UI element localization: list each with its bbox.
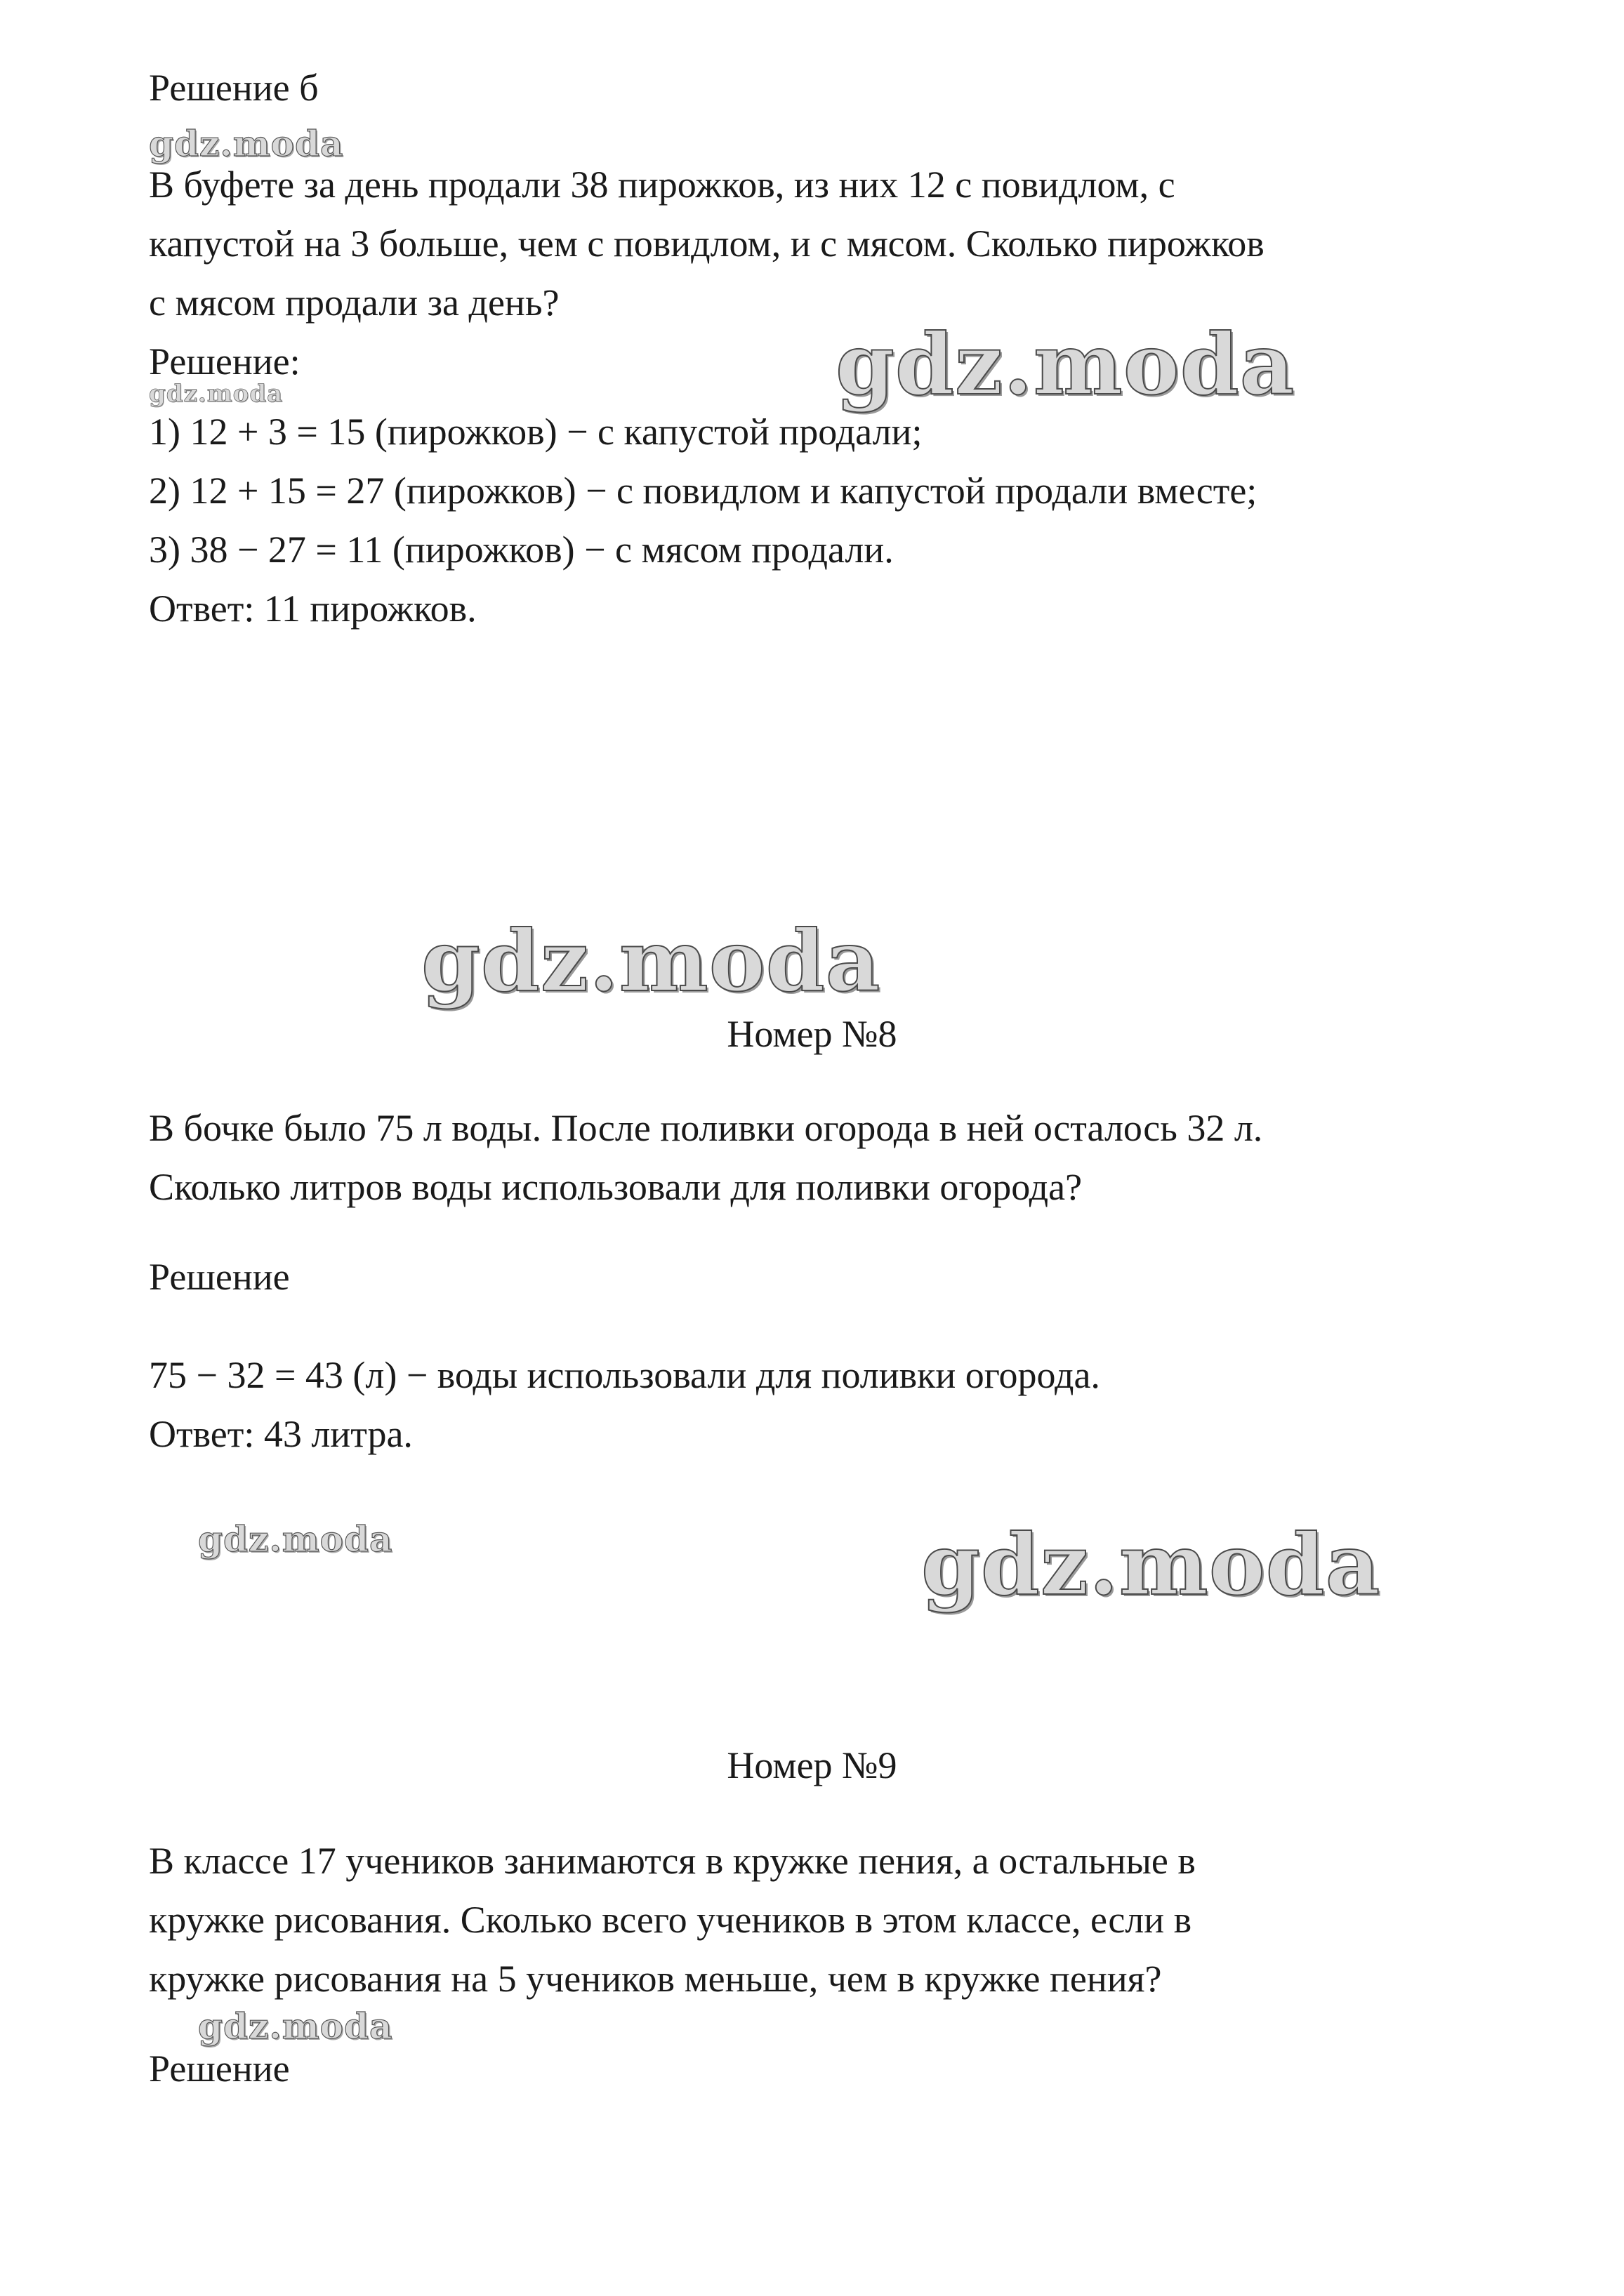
watermark-logo: gdz.moda: [198, 2005, 393, 2047]
problem-b-step-1: 1) 12 + 3 = 15 (пирожков) − с капустой продали;: [149, 411, 923, 453]
problem-9-title: Номер №9: [727, 1744, 897, 1786]
problem-9-solution-label: Решение: [149, 2048, 290, 2090]
problem-8-line-1: В бочке было 75 л воды. После поливки огорода в ней осталось 32 л.: [149, 1107, 1263, 1149]
watermark-logo: gdz.moda: [149, 380, 284, 408]
problem-9-line-2: кружке рисования. Сколько всего учеников в этом классе, если в: [149, 1899, 1192, 1941]
watermark-logo: gdz.moda: [836, 315, 1295, 414]
problem-b-solution-label: Решение:: [149, 340, 301, 383]
problem-9-line-3: кружке рисования на 5 учеников меньше, чем в кружке пения?: [149, 1958, 1162, 2000]
problem-8-step: 75 − 32 = 43 (л) − воды использовали для поливки огорода.: [149, 1354, 1100, 1396]
problem-b-answer: Ответ: 11 пирожков.: [149, 588, 477, 630]
watermark-logo: gdz.moda: [198, 1518, 393, 1560]
problem-8-solution-label: Решение: [149, 1256, 290, 1298]
problem-b-line-3: с мясом продали за день?: [149, 281, 560, 324]
problem-8-line-2: Сколько литров воды использовали для поливки огорода?: [149, 1166, 1083, 1208]
watermark-logo: gdz.moda: [421, 912, 881, 1011]
problem-b-step-3: 3) 38 − 27 = 11 (пирожков) − с мясом продали.: [149, 529, 894, 571]
problem-9-line-1: В классе 17 учеников занимаются в кружке пения, а остальные в: [149, 1840, 1196, 1882]
watermark-logo: gdz.moda: [149, 123, 344, 164]
section-heading: Решение б: [149, 67, 319, 109]
watermark-logo: gdz.moda: [921, 1515, 1381, 1614]
problem-8-answer: Ответ: 43 литра.: [149, 1413, 413, 1455]
problem-b-line-2: капустой на 3 больше, чем с повидлом, и с мясом. Сколько пирожков: [149, 223, 1265, 265]
problem-b-line-1: В буфете за день продали 38 пирожков, из них 12 с повидлом, с: [149, 164, 1175, 206]
problem-8-title: Номер №8: [727, 1013, 897, 1055]
problem-b-step-2: 2) 12 + 15 = 27 (пирожков) − с повидлом и капустой продали вместе;: [149, 470, 1257, 512]
